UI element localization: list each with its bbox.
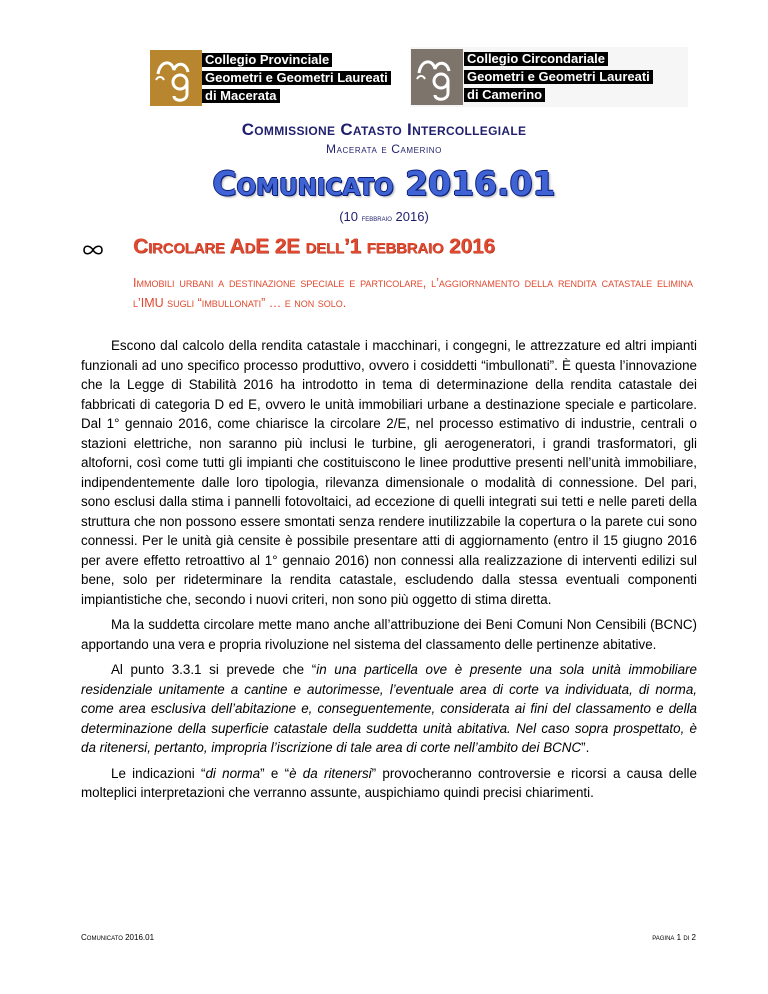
logo-line: Geometri e Geometri Laureati — [202, 71, 391, 85]
date-open: (10 — [339, 209, 362, 224]
commissione-title: Commissione Catasto Intercollegiale — [241, 120, 527, 139]
logo-line: di Macerata — [202, 89, 280, 103]
comunicato-title: Comunicato 2016.01 — [212, 164, 556, 203]
logo-line: Geometri e Geometri Laureati — [464, 70, 653, 84]
quote-italic: in una particella ove è presente una sola unità immobiliare residenziale unitamente a cantine e autorimesse, l’eventuale area di corte va individuata, di norma, come area esclusiva dell’abitazione e, conseguentemente, considerata ai fini del classamento e della determinazione della superficie catastale della suddetta unità abitativa. Nel caso sopra prospettato, è da ritenersi, pertanto, impropria l’iscrizione di tale area di corte nell’ambito dei BCNC — [81, 662, 697, 755]
date-close: 2016) — [391, 209, 429, 224]
paragraph-quote — [81, 660, 697, 758]
text-run-italic: di norma — [205, 765, 261, 781]
date-month: febbraio — [361, 213, 392, 223]
collegio-logo-icon — [410, 48, 464, 106]
text-run-italic: è da ritenersi — [289, 765, 372, 781]
logo-line: Collegio Circondariale — [464, 52, 608, 66]
infinity-icon — [82, 243, 104, 257]
quote-pre: Al punto 3.3.1 si prevede che “ — [111, 662, 317, 677]
document-body — [81, 336, 697, 809]
section-subtitle: Immobili urbani a destinazione speciale e particolare, l’aggiornamento della rendita catastale elimina l’IMU sugli “imbullonati” … e non solo. — [133, 276, 693, 310]
logo-collegio-camerino — [410, 47, 688, 107]
paragraph-closing — [81, 764, 697, 803]
logo-collegio-macerata — [150, 49, 388, 107]
logo-line: Collegio Provinciale — [202, 53, 332, 67]
text-run: ” provocheranno controversie e ricorsi a causa delle molteplici interpretazioni che verranno assunte, auspichiamo quindi precisi chiarimenti. — [81, 765, 697, 800]
paragraph: Escono dal calcolo della rendita catastale i macchinari, i congegni, le attrezzature ed altri impianti funzionali ad uno specifico processo produttivo, ovvero i cosiddetti “imbullonati”. È questa l’innovazione che la Legge di Stabilità 2016 ha introdotto in tema di determinazione della rendita catastale dei fabbricati di categoria D ed E, ovvero le unità immobiliari urbane a destinazione speciale e particolare. Dal 1° gennaio 2016, come chiarisce la circolare 2/E, nel processo estimativo di industrie, centrali o stazioni elettriche, non saranno più inclusi le turbine, gli aerogeneratori, i grandi trasformatori, gli altoforni, così come tutti gli impianti che costituiscono le linee produttive presenti nell’unità immobiliare, indipendentemente dalle loro tipologia, rilevanza dimensionale o modalità di connessione. Del pari, sono esclusi dalla stima i pannelli fotovoltaici, ad eccezione di quelli integrati sui tetti e nelle pareti della struttura che non possono essere smontati senza rendere inutilizzabile la copertura o la parete cui sono connessi. Per le unità già censite è possibile presentare atti di aggiornamento (entro il 15 giugno 2016 per avere effetto retroattivo al 1° gennaio 2016) non connessi alla realizzazione di interventi edilizi sul bene, solo per rideterminare la rendita catastale, escludendo dalla stessa eventuali componenti impiantistiche che, secondo i nuovi criteri, non sono più oggetto di stima diretta. — [81, 338, 697, 607]
cities-subtitle: Macerata e Camerino — [326, 142, 442, 156]
logo-line: di Camerino — [464, 88, 545, 102]
logo-text — [202, 51, 391, 105]
logo-text — [464, 50, 653, 104]
footer-page-number: pagina 1 di 2 — [652, 933, 696, 942]
footer-doc-id: Comunicato 2016.01 — [81, 933, 155, 942]
quote-post: ”. — [581, 740, 590, 755]
text-run: ” e “ — [260, 765, 290, 781]
collegio-logo-icon — [150, 49, 202, 107]
paragraph: Ma la suddetta circolare mette mano anche all’attribuzione dei Beni Comuni Non Censibili (BCNC) apportando una vera e propria rivoluzione nel sistema del classamento delle pertinenze abitative. — [81, 617, 697, 652]
comunicato-date — [0, 209, 768, 224]
section-title: Circolare AdE 2E dell’1 febbraio 2016 — [133, 235, 495, 258]
text-run: Le indicazioni “ — [111, 765, 206, 781]
